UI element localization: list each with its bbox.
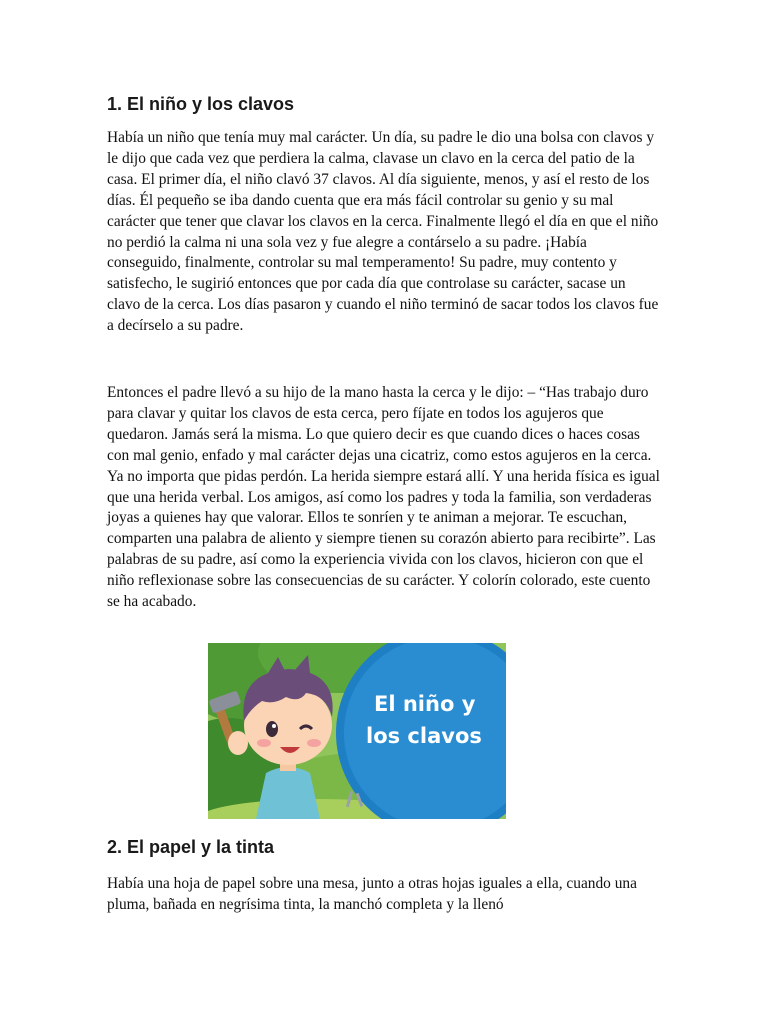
illustration-title-line-2: los clavos: [366, 724, 482, 748]
illustration-title-line-1: El niño y: [374, 692, 476, 716]
story-1-heading: 1. El niño y los clavos: [107, 94, 295, 114]
story-1-paragraph-1: Había un niño que tenía muy mal carácter. Un día, su padre le dio una bolsa con clavos y le dijo que cada vez que perdiera la calma, clavase un clavo en la cerca del patio de la casa. El primer día, el niño clavó 37 clavos. Al día siguiente, menos, y así el resto de los días. Él pequeño se iba dando cuenta que era más fácil controlar su genio y su mal carácter que tener que clavar los clavos en la cerca. Finalmente llegó el día en que el niño no perdió la calma ni una sola vez y fue alegre a contárselo a su padre. ¡Había conseguido, finalmente, controlar su mal temperamento! Su padre, muy contento y satisfecho, le sugirió entonces que por cada día que controlase su carácter, sacase un clavo de la cerca. Los días pasaron y cuando el niño terminó de sacar todos los clavos fue a decírselo a su padre.: [107, 129, 659, 335]
story-2-heading: 2. El papel y la tinta: [107, 837, 275, 857]
story-1-paragraph-2: Entonces el padre llevó a su hijo de la mano hasta la cerca y le dijo: – “Has trabajo duro para clavar y quitar los clavos de esta cerca, pero fíjate en todos los agujeros que quedaron. Jamás será la misma. Lo que quiero decir es que cuando dices o haces cosas con mal genio, enfado y mal carácter dejas una cicatriz, como estos agujeros en la cerca. Ya no importa que pidas perdón. La herida siempre estará allí. Y una herida física es igual que una herida verbal. Los amigos, así como los padres y toda la familia, son verdaderas joyas a quienes hay que valorar. Ellos te sonríen y te animan a mejorar. Te escuchan, comparten una palabra de aliento y siempre tienen su corazón abierto para recibirte”. Las palabras de su padre, así como la experiencia vivida con los clavos, hicieron con que el niño reflexionase sobre las consecuencias de su carácter. Y colorín colorado, este cuento se ha acabado.: [107, 384, 660, 611]
story-illustration: [208, 643, 506, 819]
story-2-paragraph-1: Había una hoja de papel sobre una mesa, junto a otras hojas iguales a ella, cuando una pluma, bañada en negrísima tinta, la manchó completa y la llenó: [107, 875, 637, 913]
